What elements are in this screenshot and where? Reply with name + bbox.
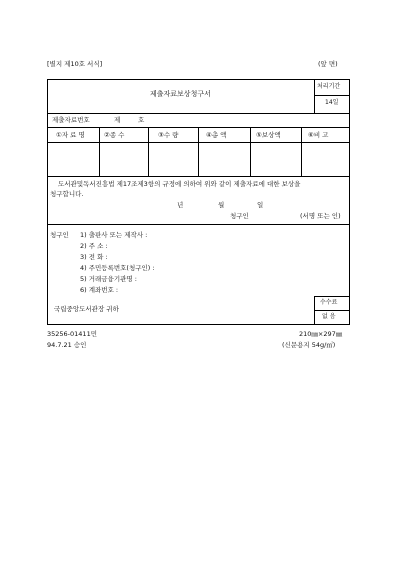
claimant-sign-note: (서명 또는 인) [300,212,341,220]
date-day: 일 [257,201,264,209]
fee-label: 수수료 [320,299,338,306]
recipient: 국립중앙도서관장 귀하 [54,305,119,313]
claimant-sign-label: 청구인 [230,212,249,220]
col-divider [148,127,149,176]
col-material-name: ①자 료 명 [56,131,85,139]
page-side-label: (앞 면) [318,60,338,68]
submission-no-prefix: 제 [114,116,121,124]
title-row-rule [48,113,350,114]
data-row-rule [48,176,350,177]
submission-no-suffix: 호 [138,116,145,124]
statement-line-1: 도서관및독서진흥법 제17조제3항의 규정에 의하여 위와 같이 제출자료에 대한 보상을 [58,180,301,188]
fee-mid-rule [314,310,350,311]
fee-value: 없 음 [322,313,336,320]
col-divider [99,127,100,176]
date-year: 년 [177,201,184,209]
fee-top-rule [314,296,350,297]
col-remarks: ⑥비 고 [308,131,329,139]
claim-form [47,79,350,325]
col-divider [250,127,251,176]
form-number: [별지 제10호 서식] [47,60,103,68]
col-compensation: ⑤보상액 [256,131,281,139]
statement-rule [48,224,350,225]
form-title: 제출자료보상청구서 [150,90,211,98]
footer-paper: (신문용지 54g/㎡) [282,341,336,349]
footer-size: 210㎜×297㎜ [299,330,343,338]
claimant-item-publisher: 1) 출판사 또는 제작사 : [80,231,148,239]
col-divider [301,127,302,176]
processing-rule [314,95,350,96]
submission-no-label: 제출자료번호 [52,116,90,124]
processing-label: 처리기간 [317,83,341,90]
claimant-item-resident-no: 4) 주민등록번호(청구인) : [80,264,155,272]
claimant-label: 청구인 [50,231,69,239]
claimant-item-bank: 5) 거래금융기관명 : [80,275,137,283]
col-quantity: ③수 량 [158,131,179,139]
col-divider [198,127,199,176]
claimant-item-phone: 3) 전 화 : [80,253,108,261]
processing-value: 14일 [325,99,339,106]
header-row-rule [48,142,350,143]
col-total: ④총 액 [206,131,227,139]
processing-divider [314,80,315,113]
submission-row-rule [48,127,350,128]
claimant-item-address: 2) 주 소 : [80,242,108,250]
claimant-item-account: 6) 계좌번호 : [80,286,119,294]
date-month: 월 [218,201,225,209]
footer-approved: 94.7.21 승인 [47,341,87,349]
footer-code: 35256-01411민 [47,330,97,338]
statement-line-2: 청구합니다. [50,190,84,198]
col-types: ②종 수 [104,131,125,139]
